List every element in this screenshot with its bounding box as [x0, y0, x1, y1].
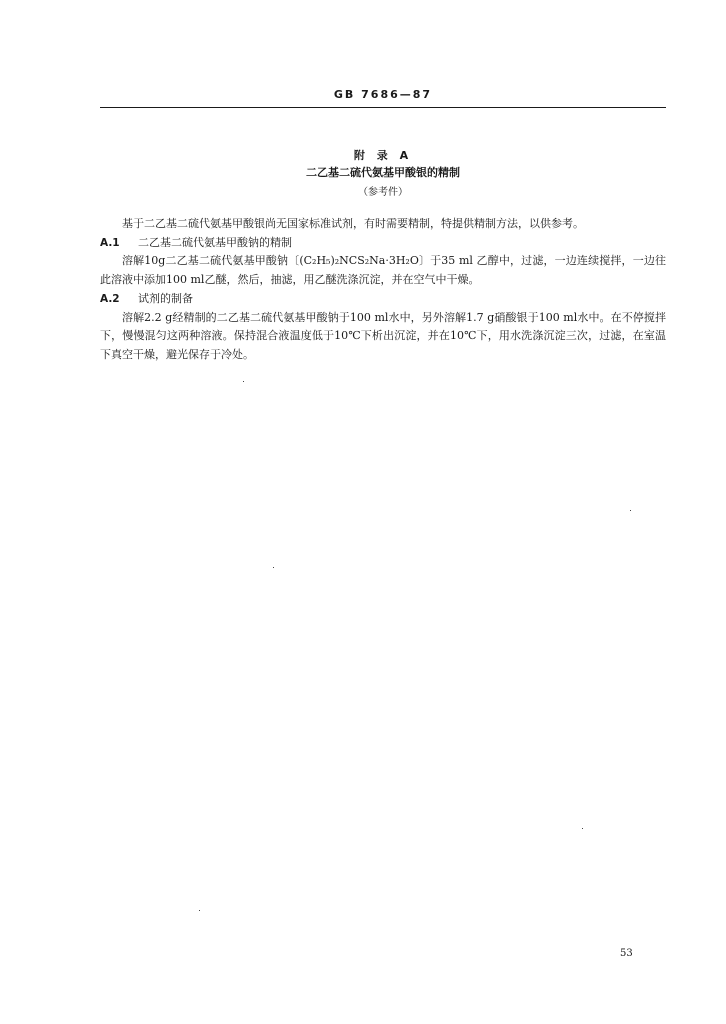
page-header [100, 88, 666, 110]
appendix-title: 附 录 A [353, 149, 413, 162]
scan-speck [243, 381, 244, 382]
intro-paragraph: 基于二乙基二硫代氨基甲酸银尚无国家标准试剂，有时需要精制，特提供精制方法，以供参考。 [122, 217, 584, 230]
section-paragraph-a2: 溶解2.2 g经精制的二乙基二硫代氨基甲酸钠于100 ml水中，另外溶解1.7 g硝酸银于100 ml水中。在不停搅拌下，慢慢混匀这两种溶液。保持混合液温度低于10℃下析出沉淀，并在10℃下，用水洗涤沉淀三次，过滤，在室温下真空干燥，避光保存于冷处。 [100, 310, 666, 361]
scan-speck [582, 828, 583, 829]
section-paragraph-a1: 溶解10g二乙基二硫代氨基甲酸钠〔(C₂H₅)₂NCS₂Na·3H₂O〕于35 ml 乙醇中，过滤，一边连续搅拌，一边往此溶液中添加100 ml乙醚，然后，抽滤，用乙醚洗涤沉淀，并在空气中干燥。 [100, 254, 666, 287]
section-heading-a1 [100, 234, 666, 253]
section-number: A.2 [100, 292, 120, 305]
page-number: 53 [620, 948, 633, 959]
header-rule [100, 107, 666, 108]
standard-code: GB 7686—87 [333, 88, 433, 101]
scan-speck [273, 567, 274, 568]
section-title: 试剂的制备 [138, 291, 193, 305]
document-title: 二乙基二硫代氨基甲酸银的精制 [306, 166, 460, 179]
scan-speck [199, 910, 200, 911]
document-subtitle: （参考件） [358, 187, 408, 198]
scan-speck [630, 510, 631, 511]
body-text [100, 215, 666, 365]
section-title: 二乙基二硫代氨基甲酸钠的精制 [138, 235, 292, 249]
section-number: A.1 [100, 236, 120, 249]
section-heading-a2 [100, 290, 666, 309]
